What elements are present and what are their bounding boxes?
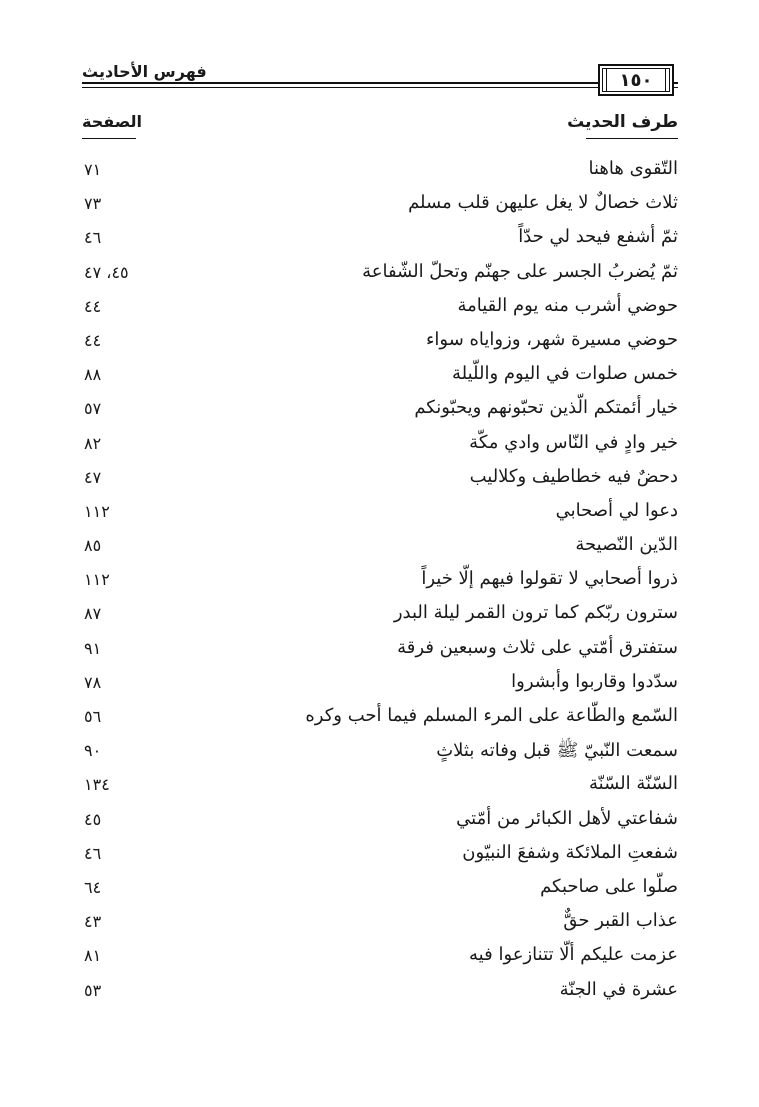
page-reference: ٧٣	[84, 194, 102, 214]
hadith-index-list	[82, 154, 678, 1009]
hadith-text: سترون ربّكم كما ترون القمر ليلة البدر	[393, 602, 678, 624]
hadith-text: التّقوى هاهنا	[588, 158, 678, 179]
index-entry	[82, 359, 678, 393]
page-reference: ٦٤	[84, 877, 102, 897]
hadith-text: دحضٌ فيه خطاطيف وكلاليب	[469, 465, 678, 487]
running-head	[82, 58, 678, 98]
index-entry	[82, 975, 678, 1009]
index-entry	[82, 598, 678, 632]
hadith-column-header: طرف الحديث	[567, 112, 678, 132]
hadith-text: ثلاث خصالٌ لا يغل عليهن قلب مسلم	[408, 192, 678, 214]
hadith-text: عذاب القبر حقٌّ	[563, 910, 678, 932]
index-entry	[82, 428, 678, 462]
hadith-text: حوضي أشرب منه يوم القيامة	[457, 294, 678, 316]
hadith-text: ستفترق أمّتي على ثلاث وسبعين فرقة	[397, 636, 678, 658]
index-entry	[82, 393, 678, 427]
hadith-text: الدّين النّصيحة	[575, 534, 678, 556]
page-number-value: ١٥٠	[619, 69, 653, 91]
page-header-underline	[82, 138, 136, 139]
hadith-text: شفاعتي لأهل الكبائر من أمّتي	[456, 807, 678, 829]
page-reference: ٤٧	[84, 467, 102, 487]
hadith-text: ذروا أصحابي لا تقولوا فيهم إلّا خيراً	[421, 568, 678, 590]
index-entry	[82, 735, 678, 769]
hadith-text: خيار أئمتكم الّذين تحبّونهم ويحبّونكم	[414, 397, 678, 419]
index-entry	[82, 701, 678, 735]
page-reference: ١١٢	[84, 501, 110, 521]
index-entry	[82, 188, 678, 222]
hadith-text: خير وادٍ في النّاس وادي مكّة	[469, 431, 678, 453]
hadith-text: شفعتِ الملائكة وشفعَ النبيّون	[462, 841, 678, 863]
hadith-text: عشرة في الجنّة	[559, 978, 678, 1000]
hadith-text: ثمّ أشفع فيحد لي حدّاً	[518, 226, 678, 248]
page-reference: ٤٣	[84, 912, 102, 932]
index-entry	[82, 769, 678, 803]
index-entry	[82, 291, 678, 325]
hadith-text: سدّدوا وقاربوا وأبشروا	[511, 670, 678, 692]
page-reference: ٤٥	[84, 809, 102, 829]
hadith-text: سمعت النّبيّ ﷺ قبل وفاته بثلاثٍ	[436, 740, 678, 762]
header-rule-thin	[82, 87, 678, 88]
hadith-header-underline	[586, 138, 678, 139]
page-reference: ٨٥	[84, 536, 102, 556]
index-entry	[82, 564, 678, 598]
page-reference: ٩١	[84, 638, 102, 658]
index-entry	[82, 804, 678, 838]
page-reference: ٥٧	[84, 399, 102, 419]
page-reference: ٤٤	[84, 330, 102, 350]
page-column-header: الصفحة	[82, 112, 143, 131]
page-number-bar-left	[606, 69, 607, 91]
index-entry	[82, 872, 678, 906]
index-entry	[82, 633, 678, 667]
index-entry	[82, 257, 678, 291]
index-entry	[82, 906, 678, 940]
page-reference: ٨٢	[84, 433, 102, 453]
hadith-text: عزمت عليكم ألّا تتنازعوا فيه	[469, 944, 678, 966]
page-reference: ٥٣	[84, 980, 102, 1000]
page-reference: ٧٨	[84, 672, 102, 692]
index-entry	[82, 154, 678, 188]
hadith-text: ثمّ يُضربُ الجسر على جهنّم وتحلّ الشّفاعة	[362, 260, 678, 282]
index-entry	[82, 325, 678, 359]
index-entry	[82, 496, 678, 530]
page-reference: ٨٨	[84, 365, 102, 385]
page-reference: ٤٦	[84, 843, 102, 863]
hadith-text: السّنّة السّنّة	[589, 773, 678, 795]
index-entry	[82, 530, 678, 564]
hadith-text: خمس صلوات في اليوم واللّيلة	[451, 363, 678, 385]
page-reference: ٥٦	[84, 707, 102, 726]
hadith-text: صلّوا على صاحبكم	[540, 875, 678, 897]
page-reference: ٩٠	[84, 741, 102, 761]
page-reference: ٨١	[84, 946, 102, 966]
hadith-text: دعوا لي أصحابي	[555, 499, 678, 521]
column-headers	[82, 112, 678, 142]
index-entry	[82, 667, 678, 701]
page-reference: ٤٥، ٤٧	[84, 262, 129, 282]
page-number	[598, 64, 674, 96]
page-reference: ٧١	[84, 160, 102, 179]
page-reference: ٨٧	[84, 604, 102, 624]
page-number-bar-right	[665, 69, 666, 91]
page-reference: ٤٤	[84, 296, 102, 316]
header-rule-thick	[82, 82, 678, 84]
hadith-text: حوضي مسيرة شهر، وزواياه سواء	[425, 328, 678, 350]
page-reference: ١٣٤	[84, 775, 110, 795]
page-reference: ٤٦	[84, 228, 102, 248]
index-entry	[82, 222, 678, 256]
index-entry	[82, 940, 678, 974]
index-entry	[82, 462, 678, 496]
hadith-text: السّمع والطّاعة على المرء المسلم فيما أحب وكره	[305, 705, 678, 726]
running-title: فهرس الأحاديث	[82, 62, 207, 81]
page-reference: ١١٢	[84, 570, 110, 590]
index-entry	[82, 838, 678, 872]
